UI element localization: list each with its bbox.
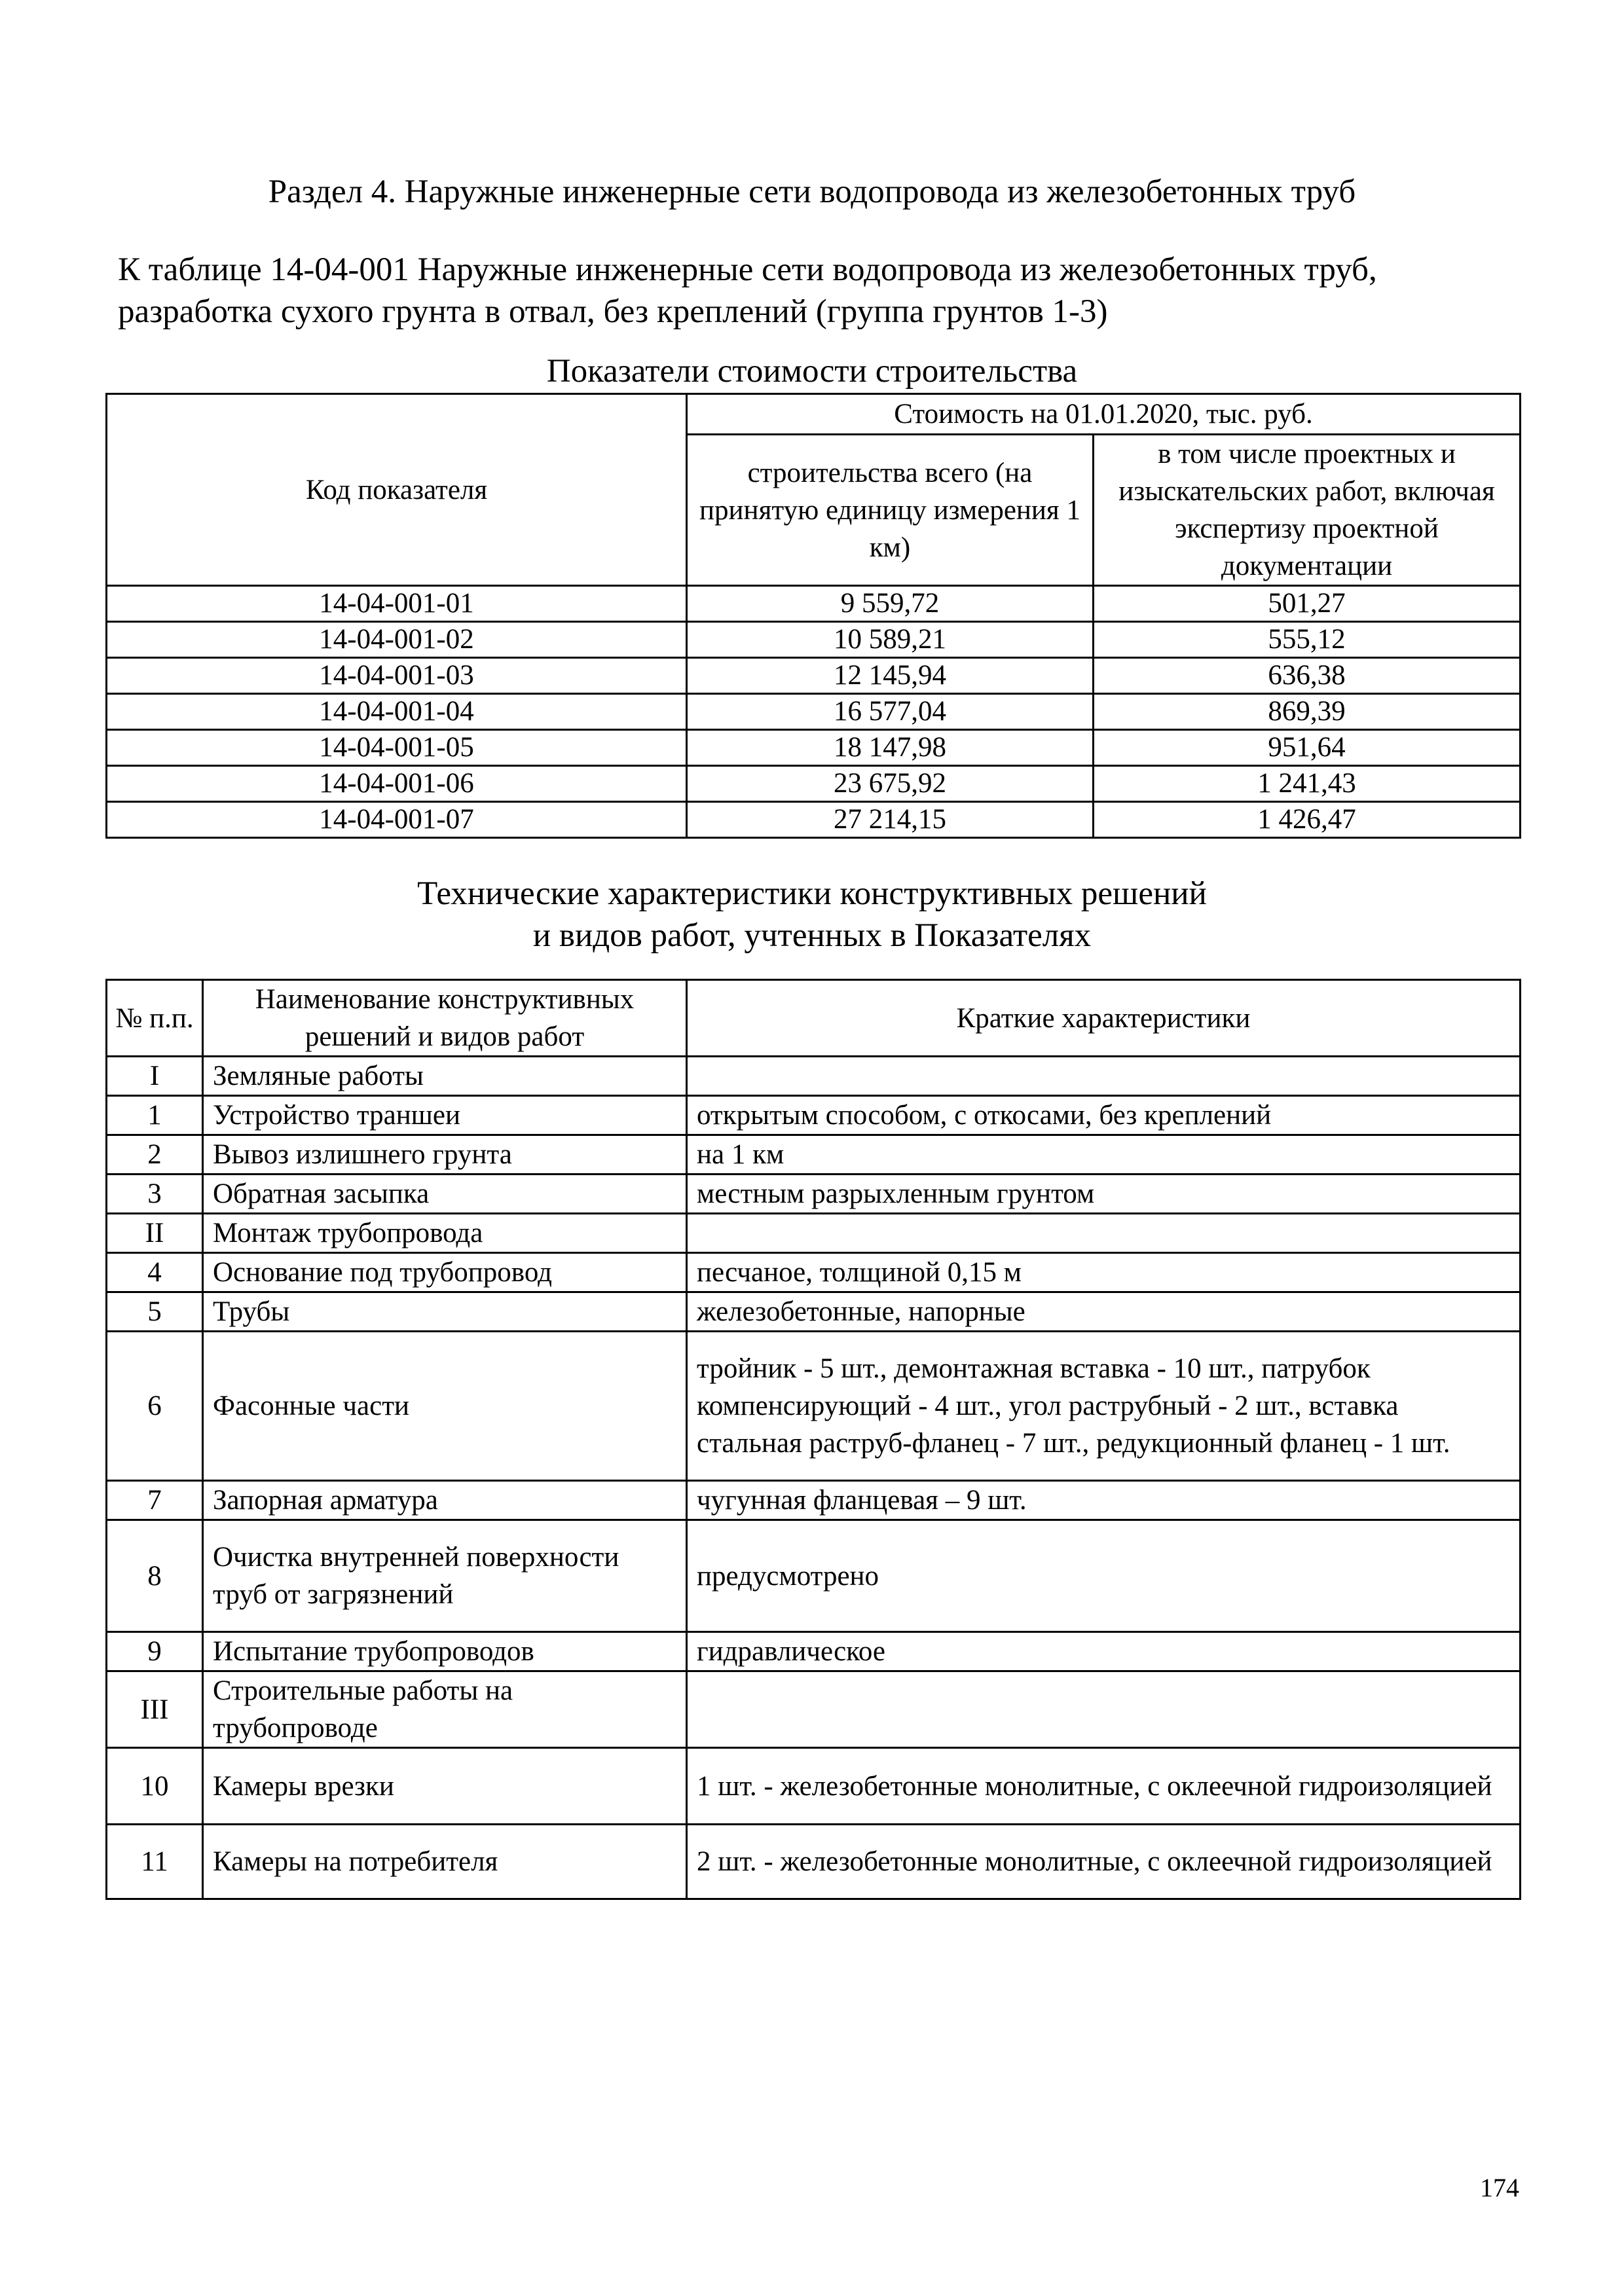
table-row <box>107 1096 1521 1135</box>
cell-description: 1 шт. - железобетонные монолитные, с оклеечной гидроизоляцией <box>687 1748 1521 1825</box>
cell-description: 2 шт. - железобетонные монолитные, с оклеечной гидроизоляцией <box>687 1825 1521 1899</box>
cell-num: I <box>107 1057 203 1096</box>
cell-num: 11 <box>107 1825 203 1899</box>
cell-description <box>687 1671 1521 1748</box>
table-row <box>107 1825 1521 1899</box>
cell-design-cost: 869,39 <box>1094 694 1521 730</box>
table-row <box>107 1632 1521 1671</box>
cell-num: 4 <box>107 1253 203 1292</box>
cell-code: 14-04-001-02 <box>107 622 687 658</box>
cell-description: открытым способом, с откосами, без креплений <box>687 1096 1521 1135</box>
cell-total-cost: 23 675,92 <box>687 766 1094 802</box>
page-number: 174 <box>1480 2173 1519 2202</box>
table-row <box>107 1671 1521 1748</box>
cell-name: Вывоз излишнего грунта <box>203 1135 687 1175</box>
cell-design-cost: 1 426,47 <box>1094 802 1521 838</box>
cell-name: Обратная засыпка <box>203 1175 687 1214</box>
table-row <box>107 1135 1521 1175</box>
cell-num: 8 <box>107 1520 203 1632</box>
cell-design-cost: 555,12 <box>1094 622 1521 658</box>
cell-num: 5 <box>107 1292 203 1332</box>
header-code: Код показателя <box>107 394 687 586</box>
cell-name: Строительные работы на трубопроводе <box>203 1671 687 1748</box>
header-name: Наименование конструктивных решений и видов работ <box>203 980 687 1057</box>
cell-name: Камеры врезки <box>203 1748 687 1825</box>
cell-design-cost: 951,64 <box>1094 730 1521 766</box>
cell-code: 14-04-001-06 <box>107 766 687 802</box>
technical-characteristics-table <box>105 979 1521 1900</box>
cell-num: 6 <box>107 1332 203 1481</box>
cell-name: Испытание трубопроводов <box>203 1632 687 1671</box>
cell-description: песчаное, толщиной 0,15 м <box>687 1253 1521 1292</box>
cell-code: 14-04-001-05 <box>107 730 687 766</box>
table-row <box>107 1175 1521 1214</box>
cell-total-cost: 16 577,04 <box>687 694 1094 730</box>
cell-name: Основание под трубопровод <box>203 1253 687 1292</box>
header-num: № п.п. <box>107 980 203 1057</box>
cell-total-cost: 10 589,21 <box>687 622 1094 658</box>
cell-description <box>687 1057 1521 1096</box>
table-row <box>107 730 1521 766</box>
cell-total-cost: 12 145,94 <box>687 658 1094 694</box>
cell-name: Камеры на потребителя <box>203 1825 687 1899</box>
tech-table-title-line1: Технические характеристики конструктивных решений <box>417 875 1207 912</box>
table-row <box>107 802 1521 838</box>
cell-name: Земляные работы <box>203 1057 687 1096</box>
table-row <box>107 1253 1521 1292</box>
header-design-cost: в том числе проектных и изыскательских работ, включая экспертизу проектной документации <box>1094 435 1521 586</box>
cell-num: 7 <box>107 1481 203 1520</box>
cell-code: 14-04-001-04 <box>107 694 687 730</box>
header-description: Краткие характеристики <box>687 980 1521 1057</box>
cell-name: Фасонные части <box>203 1332 687 1481</box>
table-row <box>107 1748 1521 1825</box>
cell-num: II <box>107 1214 203 1253</box>
cell-description: железобетонные, напорные <box>687 1292 1521 1332</box>
cell-num: 10 <box>107 1748 203 1825</box>
table-caption: К таблице 14-04-001 Наружные инженерные сети водопровода из железобетонных труб, разработка сухого грунта в отвал, без креплений (группа грунтов 1-3) <box>118 251 1377 330</box>
cell-design-cost: 1 241,43 <box>1094 766 1521 802</box>
cell-total-cost: 9 559,72 <box>687 586 1094 622</box>
cell-total-cost: 18 147,98 <box>687 730 1094 766</box>
cell-description <box>687 1214 1521 1253</box>
cell-design-cost: 501,27 <box>1094 586 1521 622</box>
table-row <box>107 622 1521 658</box>
cost-indicators-table <box>105 393 1521 839</box>
cell-code: 14-04-001-01 <box>107 586 687 622</box>
cell-num: III <box>107 1671 203 1748</box>
cell-num: 3 <box>107 1175 203 1214</box>
cell-total-cost: 27 214,15 <box>687 802 1094 838</box>
section-title: Раздел 4. Наружные инженерные сети водопровода из железобетонных труб <box>268 173 1356 210</box>
cell-description: на 1 км <box>687 1135 1521 1175</box>
cell-design-cost: 636,38 <box>1094 658 1521 694</box>
table-row <box>107 694 1521 730</box>
table-row <box>107 1481 1521 1520</box>
cell-description: местным разрыхленным грунтом <box>687 1175 1521 1214</box>
cell-code: 14-04-001-03 <box>107 658 687 694</box>
cell-description: гидравлическое <box>687 1632 1521 1671</box>
table-row <box>107 1057 1521 1096</box>
tech-table-title <box>0 873 1624 957</box>
cell-num: 9 <box>107 1632 203 1671</box>
table-row <box>107 1214 1521 1253</box>
table-row <box>107 1332 1521 1481</box>
table-row <box>107 1520 1521 1632</box>
cost-table-title: Показатели стоимости строительства <box>546 353 1078 390</box>
cell-name: Очистка внутренней поверхности труб от загрязнений <box>203 1520 687 1632</box>
table-row <box>107 766 1521 802</box>
tech-table-title-line2: и видов работ, учтенных в Показателях <box>532 917 1092 954</box>
table-row <box>107 1292 1521 1332</box>
header-total-cost: строительства всего (на принятую единицу измерения 1 км) <box>687 435 1094 586</box>
cell-code: 14-04-001-07 <box>107 802 687 838</box>
cell-description: чугунная фланцевая – 9 шт. <box>687 1481 1521 1520</box>
cell-name: Монтаж трубопровода <box>203 1214 687 1253</box>
cell-description: предусмотрено <box>687 1520 1521 1632</box>
cell-description: тройник - 5 шт., демонтажная вставка - 10 шт., патрубок компенсирующий - 4 шт., угол раструбный - 2 шт., вставка стальная раструб-фланец - 7 шт., редукционный фланец - 1 шт. <box>687 1332 1521 1481</box>
cell-name: Трубы <box>203 1292 687 1332</box>
cell-num: 1 <box>107 1096 203 1135</box>
cell-name: Устройство траншеи <box>203 1096 687 1135</box>
header-cost-group: Стоимость на 01.01.2020, тыс. руб. <box>687 394 1521 435</box>
table-row <box>107 586 1521 622</box>
cell-num: 2 <box>107 1135 203 1175</box>
table-row <box>107 658 1521 694</box>
cell-name: Запорная арматура <box>203 1481 687 1520</box>
